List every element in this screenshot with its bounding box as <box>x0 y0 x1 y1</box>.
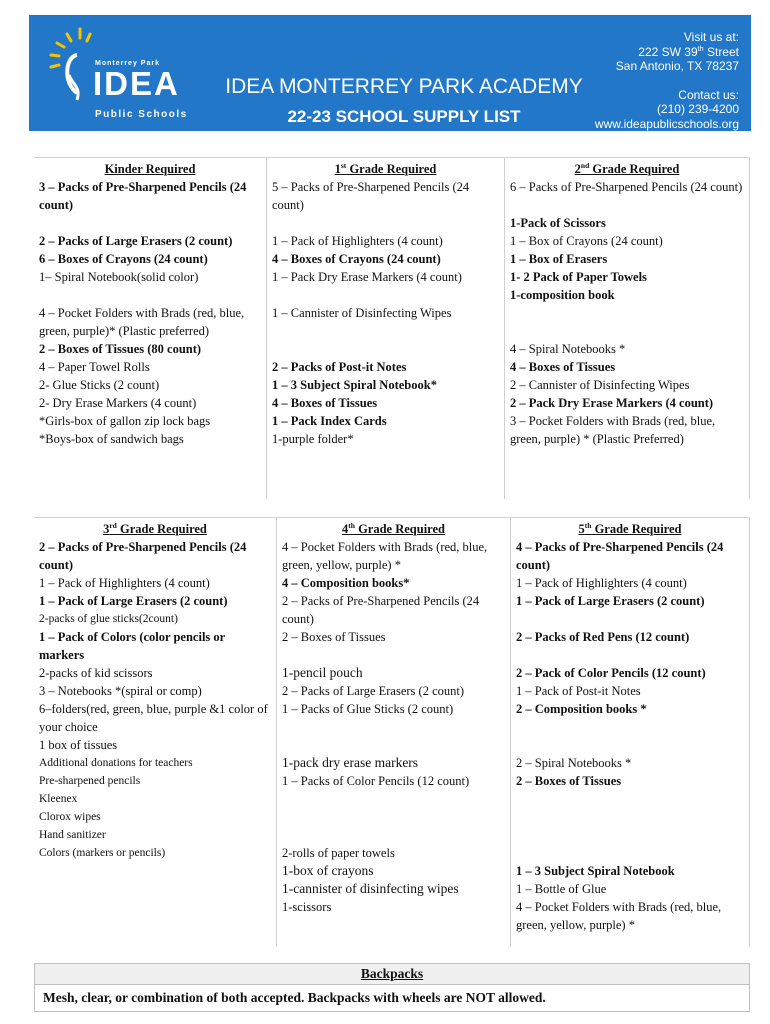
list-item: 1 – Cannister of Disinfecting Wipes <box>272 306 452 320</box>
list-item: Kleenex <box>39 793 78 805</box>
list-item: 1 – Pack of Highlighters (4 count) <box>272 234 443 248</box>
grade1-column <box>266 157 504 499</box>
list-item: 2- Dry Erase Markers (4 count) <box>39 396 197 410</box>
list-item: 2-packs of kid scissors <box>39 666 153 680</box>
list-item: 1 – Pack of Highlighters (4 count) <box>39 576 210 590</box>
kinder-column <box>34 157 266 499</box>
grade5-column <box>510 517 750 947</box>
grade2-heading: 2nd Grade Required <box>574 160 680 176</box>
list-item: Clorox wipes <box>39 811 101 823</box>
list-item: Pre-sharpened pencils <box>39 775 141 787</box>
backpacks-section <box>34 963 750 1012</box>
list-item: 4 – Pocket Folders with Brads (red, blue, green, yellow, purple) * <box>516 900 722 932</box>
website-link[interactable]: www.ideapublicschools.org <box>594 116 739 131</box>
list-item: 4 – Composition books* <box>282 576 410 590</box>
list-item: 4 – Pocket Folders with Brads (red, blue, green, purple)* (Plastic preferred) <box>39 306 245 338</box>
list-item: 2 – Packs of Post-it Notes <box>272 360 407 374</box>
list-item: 2 – Packs of Large Erasers (2 count) <box>39 234 233 248</box>
list-item: 1-cannister of disinfecting wipes <box>282 881 459 896</box>
supply-table-3-5 <box>34 517 750 947</box>
list-item: 5 – Packs of Pre-Sharpened Pencils (24 count) <box>272 180 470 212</box>
grade3-heading: 3rd Grade Required <box>103 520 207 536</box>
list-item: 2 – Packs of Pre-Sharpened Pencils (24 count) <box>282 594 480 626</box>
grade4-column <box>276 517 510 947</box>
list-item: 2-rolls of paper towels <box>282 846 395 860</box>
list-item: 2 – Boxes of Tissues <box>282 630 386 644</box>
list-item: 4 – Boxes of Tissues <box>510 360 616 374</box>
supply-table-k-2 <box>34 157 750 499</box>
list-item: 1 – Box of Crayons (24 count) <box>510 234 663 248</box>
grade4-heading: 4th Grade Required <box>342 520 445 536</box>
header-banner <box>29 15 751 131</box>
page-title: IDEA MONTERREY PARK ACADEMY <box>225 75 583 98</box>
list-item: 1 – Pack Index Cards <box>272 414 387 428</box>
contact-info <box>595 30 739 131</box>
list-item: Additional donations for teachers <box>39 757 193 769</box>
list-item: 1– Spiral Notebook(solid color) <box>39 270 199 284</box>
list-item: 6–folders(red, green, blue, purple &1 color of your choice <box>39 702 268 734</box>
list-item: 1-pack dry erase markers <box>282 755 419 770</box>
list-item: 2 – Packs of Pre-Sharpened Pencils (24 count) <box>39 540 247 572</box>
street-address: 222 SW 39th Street <box>638 43 739 59</box>
list-item: 1 – Pack of Colors (color pencils or markers <box>39 630 225 662</box>
list-item: 1 – Pack of Highlighters (4 count) <box>516 576 687 590</box>
list-item: 1 – Bottle of Glue <box>516 882 607 896</box>
contact-label: Contact us: <box>678 87 739 102</box>
list-item: 4 – Spiral Notebooks * <box>510 342 626 356</box>
list-item: 2-packs of glue sticks(2count) <box>39 613 178 625</box>
list-item: 2- Glue Sticks (2 count) <box>39 378 160 392</box>
list-item: 2 – Boxes of Tissues <box>516 774 622 788</box>
list-item: 1-pencil pouch <box>282 665 363 680</box>
list-item: 1- 2 Pack of Paper Towels <box>510 270 647 284</box>
list-item: 2 – Composition books * <box>516 702 647 716</box>
backpacks-policy: Mesh, clear, or combination of both accepted. Backpacks with wheels are NOT allowed. <box>43 990 546 1005</box>
grade1-heading: 1st Grade Required <box>334 160 437 176</box>
list-item: 1-composition book <box>510 288 615 302</box>
list-item: Hand sanitizer <box>39 829 106 841</box>
list-item: 1-box of crayons <box>282 863 374 878</box>
list-item: *Girls-box of gallon zip lock bags <box>39 414 211 428</box>
kinder-heading: Kinder Required <box>104 162 196 176</box>
grade2-column <box>504 157 750 499</box>
list-item: 1 – Pack of Large Erasers (2 count) <box>39 594 228 608</box>
list-item: 4 – Paper Towel Rolls <box>39 360 150 374</box>
list-item: 4 – Pocket Folders with Brads (red, blue, green, yellow, purple) * <box>282 540 488 572</box>
list-item: 1 – Pack of Post-it Notes <box>516 684 641 698</box>
list-item: *Boys-box of sandwich bags <box>39 432 184 446</box>
list-item: 1 – 3 Subject Spiral Notebook <box>516 864 675 878</box>
list-item: 1 – Packs of Color Pencils (12 count) <box>282 774 470 788</box>
list-item: 4 – Packs of Pre-Sharpened Pencils (24 count) <box>516 540 724 572</box>
list-item: 1 – 3 Subject Spiral Notebook* <box>272 378 437 392</box>
list-item: 2 – Packs of Large Erasers (2 count) <box>282 684 465 698</box>
list-item: 2 – Spiral Notebooks * <box>516 756 632 770</box>
list-item: 2 – Pack of Color Pencils (12 count) <box>516 666 706 680</box>
city-address: San Antonio, TX 78237 <box>615 59 739 73</box>
list-item: 1-scissors <box>282 900 332 914</box>
list-item: 1 – Pack Dry Erase Markers (4 count) <box>272 270 462 284</box>
list-item: 2 – Cannister of Disinfecting Wipes <box>510 378 690 392</box>
logo-public-schools-text: Public Schools <box>95 109 188 120</box>
list-item: 2 – Pack Dry Erase Markers (4 count) <box>510 396 714 410</box>
list-item: 6 – Packs of Pre-Sharpened Pencils (24 count) <box>510 180 743 194</box>
list-item: 3 – Packs of Pre-Sharpened Pencils (24 count) <box>39 180 247 212</box>
backpacks-heading: Backpacks <box>35 964 749 985</box>
list-item: 2 – Boxes of Tissues (80 count) <box>39 342 202 356</box>
list-item: 1-purple folder* <box>272 432 354 446</box>
grade5-heading: 5th Grade Required <box>578 520 682 536</box>
list-item: 3 – Pocket Folders with Brads (red, blue, green, purple) * (Plastic Preferred) <box>510 414 716 446</box>
logo-idea-text: IDEA <box>93 65 180 102</box>
grade3-column <box>34 517 276 947</box>
logo-campus-text: Monterrey Park <box>95 60 160 67</box>
visit-label: Visit us at: <box>683 30 739 44</box>
list-item: 3 – Notebooks *(spiral or comp) <box>39 684 202 698</box>
list-item: 4 – Boxes of Tissues <box>272 396 378 410</box>
list-item: 1 – Pack of Large Erasers (2 count) <box>516 594 705 608</box>
list-item: 1-Pack of Scissors <box>510 216 606 230</box>
list-item: Colors (markers or pencils) <box>39 847 166 859</box>
list-item: 1 box of tissues <box>39 738 118 752</box>
list-item: 6 – Boxes of Crayons (24 count) <box>39 252 208 266</box>
list-item: 1 – Packs of Glue Sticks (2 count) <box>282 702 454 716</box>
page-subtitle: 22-23 SCHOOL SUPPLY LIST <box>287 107 521 126</box>
list-item: 1 – Box of Erasers <box>510 252 608 266</box>
list-item: 4 – Boxes of Crayons (24 count) <box>272 252 441 266</box>
list-item: 2 – Packs of Red Pens (12 count) <box>516 630 690 644</box>
phone-number: (210) 239-4200 <box>656 102 739 116</box>
